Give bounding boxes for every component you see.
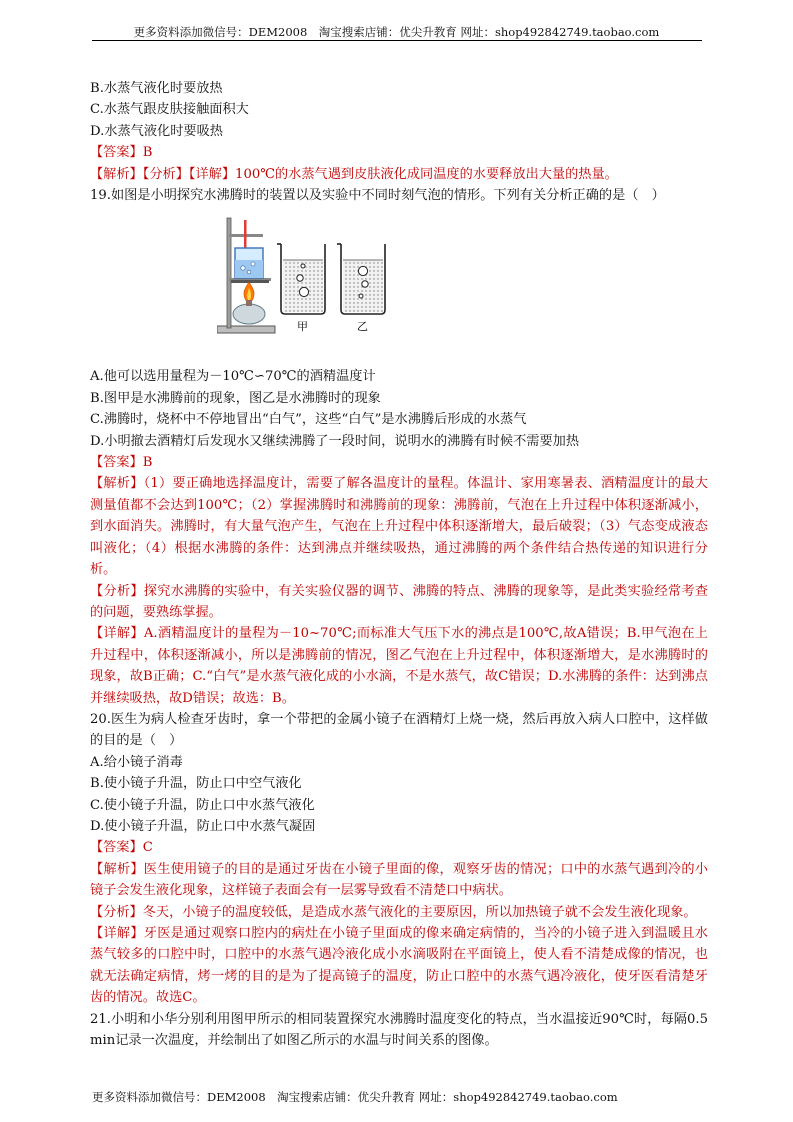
figure-label-yi: 乙	[357, 320, 368, 334]
q18-option-c: C.水蒸气跟皮肤接触面积大	[90, 102, 249, 118]
q20-option-d: D.使小镜子升温，防止口中水蒸气凝固	[90, 818, 316, 834]
q19-xiangjie: 【详解】A.酒精温度计的量程为－10~70℃;而标准大气压下水的沸点是100℃,故A错误；B.甲气泡在上升过程中，体积逐渐减小，所以是沸腾前的情况，图乙气泡在上升过程中，体积逐渐增大，是水沸腾时的现象，故B正确；C.“白气”是水蒸气液化成的小水滴，不是水蒸气，故C错误；D.水沸腾的条件：达到沸点并继续吸热，故D错误；故选：B。	[90, 626, 708, 706]
q18-answer: 【答案】B	[90, 145, 153, 161]
q18-option-b: B.水蒸气液化时要放热	[90, 81, 223, 96]
q20-option-c: C.使小镜子升温，防止口中水蒸气液化	[90, 797, 315, 813]
boiling-apparatus-figure	[217, 214, 477, 344]
q18-option-d: D.水蒸气液化时要吸热	[90, 123, 223, 139]
page-header: 更多资料添加微信号：DEM2008 淘宝搜索店铺：优尖升教育 网址：shop492842749.taobao.com	[133, 25, 660, 39]
q19-figure	[90, 206, 708, 366]
q19-option-d: D.小明撤去酒精灯后发现水又继续沸腾了一段时间，说明水的沸腾有时候不需要加热	[90, 433, 580, 449]
q20-option-a: A.给小镜子消毒	[90, 754, 183, 770]
figure-label-jia: 甲	[297, 320, 308, 334]
q19-fenxi: 【分析】探究水沸腾的实验中，有关实验仪器的调节、沸腾的特点、沸腾的现象等，是此类实验经常考查的问题，要熟练掌握。	[90, 583, 708, 620]
header-rule	[92, 40, 702, 41]
page-footer: 更多资料添加微信号：DEM2008 淘宝搜索店铺：优尖升教育 网址：shop492842749.taobao.com	[92, 1090, 618, 1104]
q19-answer: 【答案】B	[90, 455, 153, 471]
q19-option-c: C.沸腾时，烧杯中不停地冒出“白气”，这些“白气”是水沸腾后形成的水蒸气	[90, 412, 527, 428]
q18-analysis: 【解析】【分析】【详解】100℃的水蒸气遇到皮肤液化成同温度的水要释放出大量的热量。	[90, 166, 618, 182]
q21-stem: 21.小明和小华分别利用图甲所示的相同装置探究水沸腾时温度变化的特点，当水温接近90℃时，每隔0.5min记录一次温度，并绘制出了如图乙所示的水温与时间关系的图像。	[90, 1011, 708, 1049]
q20-jiexi: 【解析】医生使用镜子的目的是通过牙齿在小镜子里面的像，观察牙齿的情况；口中的水蒸气遇到冷的小镜子会发生液化现象，这样镜子表面会有一层雾导致看不清楚口中病状。	[90, 861, 708, 899]
q19-option-a: A.他可以选用量程为－10℃∽70℃的酒精温度计	[90, 369, 376, 385]
q20-option-b: B.使小镜子升温，防止口中空气液化	[90, 776, 302, 792]
q20-fenxi: 【分析】冬天，小镜子的温度较低，是造成水蒸气液化的主要原因，所以加热镜子就不会发生液化现象。	[90, 904, 697, 920]
q19-option-b: B.图甲是水沸腾前的现象，图乙是水沸腾时的现象	[90, 390, 381, 406]
q20-stem: 20.医生为病人检查牙齿时，拿一个带把的金属小镜子在酒精灯上烧一烧，然后再放入病人口腔中，这样做的目的是（ ）	[90, 711, 708, 749]
q20-answer: 【答案】C	[90, 840, 153, 856]
q19-jiexi: 【解析】（1）要正确地选择温度计，需要了解各温度计的量程。体温计、家用寒暑表、酒精温度计的最大测量值都不会达到100℃；（2）掌握沸腾时和沸腾前的现象：沸腾前，气泡在上升过程中体积逐渐减小，到水面消失。沸腾时，有大量气泡产生，气泡在上升过程中体积逐渐增大，最后破裂；（3）气态变成液态叫液化；（4）根据水沸腾的条件：达到沸点并继续吸热，通过沸腾的两个条件结合热传递的知识进行分析。	[90, 476, 708, 578]
q19-stem: 19.如图是小明探究水沸腾时的装置以及实验中不同时刻气泡的情形。下列有关分析正确的是（ ）	[90, 188, 665, 204]
q20-xiangjie: 【详解】牙医是通过观察口腔内的病灶在小镜子里面成的像来确定病情的，当冷的小镜子进入到温暖且水蒸气较多的口腔中时，口腔中的水蒸气遇冷液化成小水滴吸附在平面镜上，使人看不清楚成像的情况，也就无法确定病情，烤一烤的目的是为了提高镜子的温度，防止口腔中的水蒸气遇冷液化，使牙医看清楚牙齿的情况。故选C。	[90, 926, 708, 1006]
document-body	[90, 78, 708, 1051]
